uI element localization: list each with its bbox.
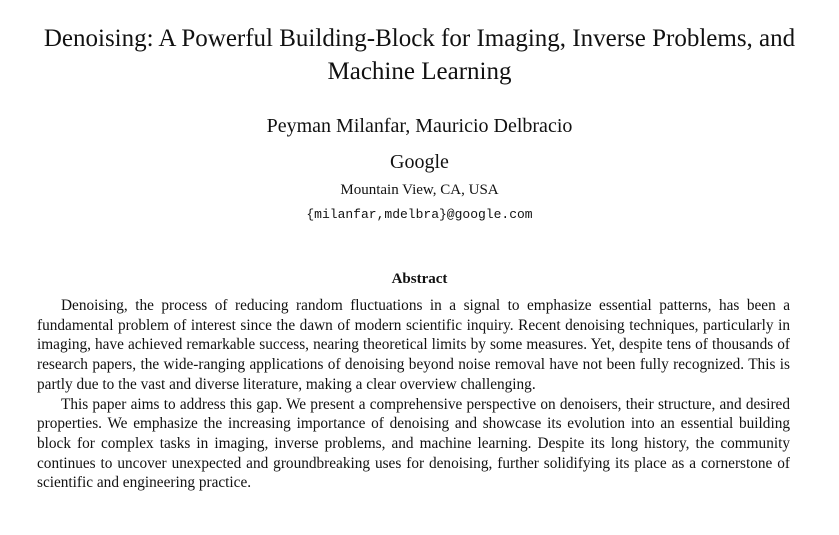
abstract-heading: Abstract xyxy=(391,271,448,287)
paper-location: Mountain View, CA, USA xyxy=(340,182,499,198)
paper-affiliation: Google xyxy=(390,151,449,173)
paper-title: Denoising: A Powerful Building-Block for Imaging, Inverse Problems, and Machine Learning xyxy=(43,25,796,85)
abstract-body xyxy=(37,296,790,493)
author-email: {milanfar,mdelbra}@google.com xyxy=(306,207,533,222)
paper-authors: Peyman Milanfar, Mauricio Delbracio xyxy=(266,115,573,137)
abstract-paragraph: This paper aims to address this gap. We present a comprehensive perspective on denoisers, their structure, and desired properties. We emphasize the increasing importance of denoising and showcase its evolution into an essential building block for complex tasks in imaging, inverse problems, and machine learning. Despite its long history, the community continues to uncover unexpected and groundbreaking uses for denoising, further solidifying its place as a cornerstone of scientific and engineering practice. xyxy=(37,395,790,492)
abstract-paragraph: Denoising, the process of reducing random fluctuations in a signal to emphasize essential patterns, has been a fundamental problem of interest since the dawn of modern scientific inquiry. Recent denoising techniques, particularly in imaging, have achieved remarkable success, nearing theoretical limits by some measures. Yet, despite tens of thousands of research papers, the wide-ranging applications of denoising beyond noise removal have not been fully recognized. This is partly due to the vast and diverse literature, making a clear overview challenging. xyxy=(37,297,790,393)
